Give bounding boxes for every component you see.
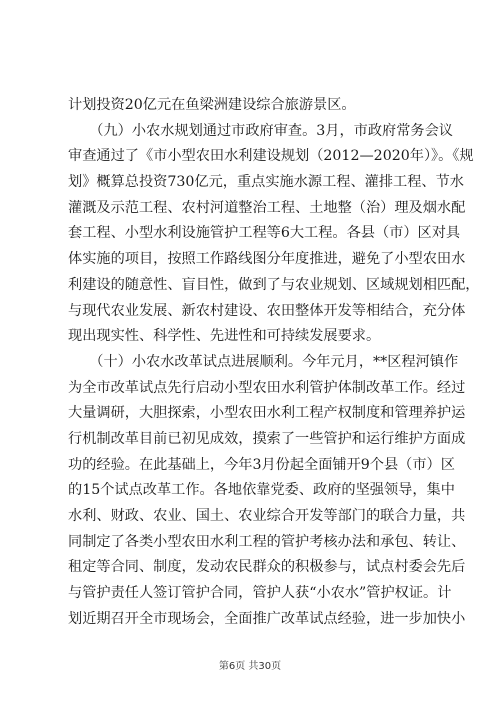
text-line: 功的经验。在此基础上，今年3月份起全面铺开9个县（市）区 bbox=[68, 456, 455, 473]
text-line: 计划投资20亿元在鱼梁洲建设综合旅游景区。 bbox=[68, 97, 356, 113]
text-line: 与现代农业发展、新农村建设、农田整体开发等相结合，充分体 bbox=[68, 302, 466, 319]
text-line: 行机制改革目前已初见成效，摸索了一些管护和运行维护方面成 bbox=[68, 430, 466, 447]
text-line: 套工程、小型水利设施管护工程等6大工程。各县（市）区对具 bbox=[68, 225, 461, 242]
text-line: 大量调研，大胆探索，小型农田水利工程产权制度和管理养护运 bbox=[68, 405, 466, 422]
text-line: 审查通过了《市小型农田水利建设规划（2012—2020年）》。《规 bbox=[68, 148, 474, 165]
text-line: 为全市改革试点先行启动小型农田水利管护体制改革工作。经过 bbox=[68, 379, 466, 396]
text-line: 与管护责任人签订管护合同，管护人获“小农水”管护权证。计 bbox=[68, 585, 452, 602]
text-line: 划近期召开全市现场会，全面推广改革试点经验，进一步加快小 bbox=[68, 610, 466, 627]
body-text bbox=[68, 93, 480, 632]
text-line: 租定等合同、制度，发动农民群众的积极参与，试点村委会先后 bbox=[68, 559, 466, 576]
text-line: （十）小农水改革试点进展顺利。今年元月，**区程河镇作 bbox=[68, 353, 459, 370]
page-footer: 第6页 共30页 bbox=[218, 661, 282, 672]
text-line: 划》概算总投资730亿元，重点实施水源工程、灌排工程、节水 bbox=[68, 174, 464, 191]
text-line: 的15个试点改革工作。各地依靠党委、政府的坚强领导，集中 bbox=[68, 482, 455, 499]
text-line: 水利、财政、农业、国土、农业综合开发等部门的联合力量，共 bbox=[68, 508, 466, 524]
text-line: 同制定了各类小型农田水利工程的管护考核办法和承包、转让、 bbox=[68, 533, 466, 550]
text-line: 灌溉及示范工程、农村河道整治工程、土地整（治）理及烟水配 bbox=[68, 199, 466, 216]
text-line: 利建设的随意性、盲目性，做到了与农业规划、区域规划相匹配， bbox=[68, 276, 480, 293]
text-line: （九）小农水规划通过市政府审查。3月，市政府常务会议 bbox=[68, 122, 453, 139]
text-line: 现出现实性、科学性、先进性和可持续发展要求。 bbox=[68, 328, 381, 345]
text-line: 体实施的项目，按照工作路线图分年度推进，避免了小型农田水 bbox=[68, 251, 466, 268]
